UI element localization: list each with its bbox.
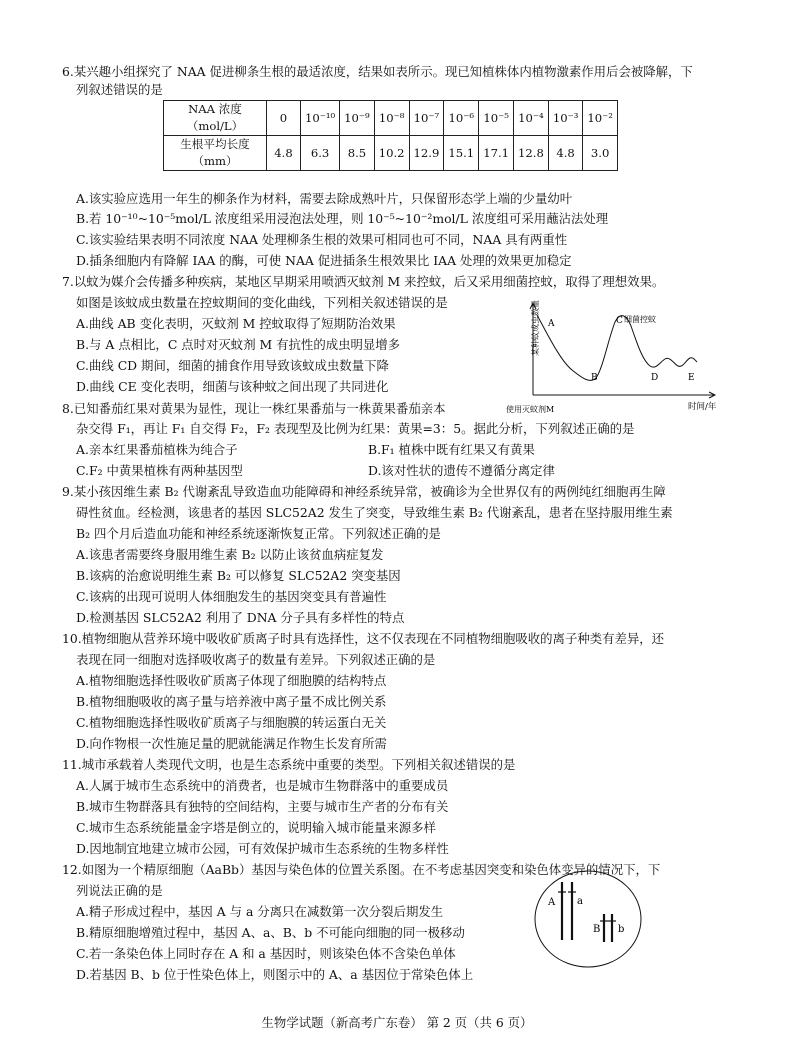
table-cell: 10⁻⁵ <box>479 101 514 136</box>
q12-option-a: A.精子形成过程中，基因 A 与 a 分离只在减数第一次分裂后期发生 <box>76 904 444 919</box>
point-a-label: A <box>548 319 555 329</box>
bacteria-label: 细菌控蚊 <box>624 315 656 324</box>
row-label-unit: （mol/L） <box>186 119 244 133</box>
q9-option-c: C.该病的出现可说明人体细胞发生的基因突变具有普遍性 <box>76 589 387 604</box>
q9-option-a: A.该患者需要终身服用维生素 B₂ 以防止该贫血病症复发 <box>76 547 384 562</box>
q11-option-a: A.人属于城市生态系统中的消费者，也是城市生物群落中的重要成员 <box>76 778 449 793</box>
mosquito-population-graph <box>500 300 740 418</box>
q9-option-b: B.该病的治愈说明维生素 B₂ 可以修复 SLC52A2 突变基因 <box>76 568 401 583</box>
naa-table <box>163 100 618 171</box>
gene-b-upper-label: B <box>593 924 601 935</box>
q12-option-d: D.若基因 B、b 位于性染色体上，则图示中的 A、a 基因位于常染色体上 <box>76 967 474 982</box>
row-label-unit: （mm） <box>192 154 238 168</box>
q10-option-c: C.植物细胞选择性吸收矿质离子与细胞膜的转运蛋白无关 <box>76 715 387 730</box>
table-header-cell <box>164 136 267 171</box>
table-cell: 4.8 <box>267 136 301 171</box>
table-cell: 10⁻² <box>583 101 618 136</box>
table-cell: 17.1 <box>479 136 514 171</box>
spermatogonium-cell-diagram <box>532 868 644 970</box>
table-cell: 10⁻⁸ <box>374 101 409 136</box>
q8-stem: 8.已知番茄红果对黄果为显性，现让一株红果番茄与一株黄果番茄亲本 <box>62 401 446 416</box>
table-cell: 10⁻³ <box>548 101 583 136</box>
q10-stem: 10.植物细胞从营养环境中吸收矿质离子时具有选择性，这不仅表现在不同植物细胞吸收的离子种类有差异，还 <box>62 631 665 646</box>
q12-option-b: B.精原细胞增殖过程中，基因 A、a、B、b 不可能向细胞的同一极移动 <box>76 925 465 940</box>
table-cell: 10⁻⁷ <box>409 101 444 136</box>
q11-stem: 11.城市承载着人类现代文明，也是生态系统中重要的类型。下列相关叙述错误的是 <box>62 757 516 772</box>
table-cell: 12.8 <box>514 136 549 171</box>
q11-option-c: C.城市生态系统能量金字塔是倒立的，说明输入城市能量来源多样 <box>76 820 436 835</box>
q7-option-b: B.与 A 点相比，C 点时对灭蚊剂 M 有抗性的成虫明显增多 <box>76 337 401 352</box>
gene-a-upper-label: A <box>548 897 556 908</box>
q6-option-c: C.该实验结果表明不同浓度 NAA 处理柳条生根的效果可相同也可不同，NAA 具有两重性 <box>76 232 568 247</box>
start-label: 使用灭蚊剂M <box>506 405 555 414</box>
q8-option-b: B.F₁ 植株中既有红果又有黄果 <box>368 442 535 457</box>
table-cell: 10⁻¹⁰ <box>301 101 340 136</box>
q7-stem-cont: 如图是该蚊成虫数量在控蚊期间的变化曲线，下列相关叙述错误的是 <box>76 295 448 310</box>
table-row <box>164 136 618 171</box>
q6-option-b: B.若 10⁻¹⁰~10⁻⁵mol/L 浓度组采用浸泡法处理，则 10⁻⁵~10⁻²mol/L 浓度组可采用蘸沾法处理 <box>76 211 609 226</box>
table-row <box>164 101 618 136</box>
table-cell: 10.2 <box>374 136 409 171</box>
q6-option-a: A.该实验应选用一年生的柳条作为材料，需要去除成熟叶片，只保留形态学上端的少量幼叶 <box>76 191 573 206</box>
q10-option-b: B.植物细胞吸收的离子量与培养液中离子量不成比例关系 <box>76 694 387 709</box>
q9-stem-cont: 碍性贫血。经检测，该患者的基因 SLC52A2 发生了突变，导致维生素 B₂ 代谢紊乱，患者在坚持服用维生素 <box>76 505 673 520</box>
gene-b-lower-label: b <box>618 924 625 935</box>
q8-option-c: C.F₂ 中黄果植株有两种基因型 <box>76 463 243 478</box>
point-e-label: E <box>688 373 695 383</box>
q12-option-c: C.若一条染色体上同时存在 A 和 a 基因时，则该染色体不含染色单体 <box>76 946 456 961</box>
q9-option-d: D.检测基因 SLC52A2 利用了 DNA 分子具有多样性的特点 <box>76 610 405 625</box>
q11-option-b: B.城市生物群落具有独特的空间结构，主要与城市生产者的分布有关 <box>76 799 449 814</box>
q9-stem: 9.某小孩因维生素 B₂ 代谢紊乱导致造血功能障碍和神经系统异常，被确诊为全世界仅有的两例纯红细胞再生障 <box>62 484 666 499</box>
q11-option-d: D.因地制宜地建立城市公园，可有效保护城市生态系统的生物多样性 <box>76 841 449 856</box>
q12-stem-cont: 列说法正确的是 <box>76 883 163 898</box>
page-footer: 生物学试题（新高考广东卷） 第 2 页（共 6 页） <box>261 1015 533 1030</box>
gene-a-lower-label: a <box>577 896 583 907</box>
table-cell: 10⁻⁴ <box>514 101 549 136</box>
table-cell: 8.5 <box>340 136 375 171</box>
table-cell: 3.0 <box>583 136 618 171</box>
table-cell: 6.3 <box>301 136 340 171</box>
q9-stem-cont2: B₂ 四个月后造血功能和神经系统逐渐恢复正常。下列叙述正确的是 <box>76 526 441 541</box>
q6-stem-cont: 列叙述错误的是 <box>76 82 163 97</box>
row-label: 生根平均长度 <box>180 137 250 151</box>
row-label: NAA 浓度 <box>188 102 242 116</box>
q10-option-a: A.植物细胞选择性吸收矿质离子体现了细胞膜的结构特点 <box>76 673 387 688</box>
x-axis-label: 时间/年 <box>688 402 717 412</box>
table-cell: 0 <box>267 101 301 136</box>
point-c-label: C <box>616 316 623 326</box>
q10-stem-cont: 表现在同一细胞对选择吸收离子的数量有差异。下列叙述正确的是 <box>76 652 436 667</box>
point-d-label: D <box>651 373 659 383</box>
q10-option-d: D.向作物根一次性施足量的肥就能满足作物生长发育所需 <box>76 736 387 751</box>
q6-stem: 6.某兴趣小组探究了 NAA 促进柳条生根的最适浓度，结果如表所示。现已知植株体内植物激素作用后会被降解，下 <box>62 64 693 79</box>
q7-option-c: C.曲线 CD 期间，细菌的捕食作用导致该蚊成虫数量下降 <box>76 358 389 373</box>
q7-option-d: D.曲线 CE 变化表明，细菌与该种蚊之间出现了共同进化 <box>76 379 389 394</box>
q8-option-d: D.该对性状的遗传不遵循分离定律 <box>368 463 555 478</box>
table-header-cell <box>164 101 267 136</box>
q7-option-a: A.曲线 AB 变化表明，灭蚊剂 M 控蚊取得了短期防治效果 <box>76 316 396 331</box>
q6-option-d: D.插条细胞内有降解 IAA 的酶，可使 NAA 促进插条生根效果比 IAA 处理的效果更加稳定 <box>76 253 572 268</box>
table-cell: 10⁻⁹ <box>340 101 375 136</box>
q8-option-a: A.亲本红果番茄植株为纯合子 <box>76 442 238 457</box>
table-cell: 4.8 <box>548 136 583 171</box>
table-cell: 10⁻⁶ <box>444 101 479 136</box>
table-cell: 15.1 <box>444 136 479 171</box>
q12-stem: 12.如图为一个精原细胞（AaBb）基因与染色体的位置关系图。在不考虑基因突变和染色体变异的情况下，下 <box>62 862 661 877</box>
y-axis-label: 某种蚊成虫数量 <box>531 300 540 356</box>
q8-stem-cont: 杂交得 F₁，再让 F₁ 自交得 F₂，F₂ 表现型及比例为红果：黄果=3：5。据此分析，下列叙述正确的是 <box>76 421 635 436</box>
table-cell: 12.9 <box>409 136 444 171</box>
point-b-label: B <box>591 373 598 383</box>
cell-membrane <box>535 871 641 967</box>
q7-stem: 7.以蚊为媒介会传播多种疾病，某地区早期采用喷洒灭蚊剂 M 来控蚊，后又采用细菌控蚊，取得了理想效果。 <box>62 274 665 289</box>
